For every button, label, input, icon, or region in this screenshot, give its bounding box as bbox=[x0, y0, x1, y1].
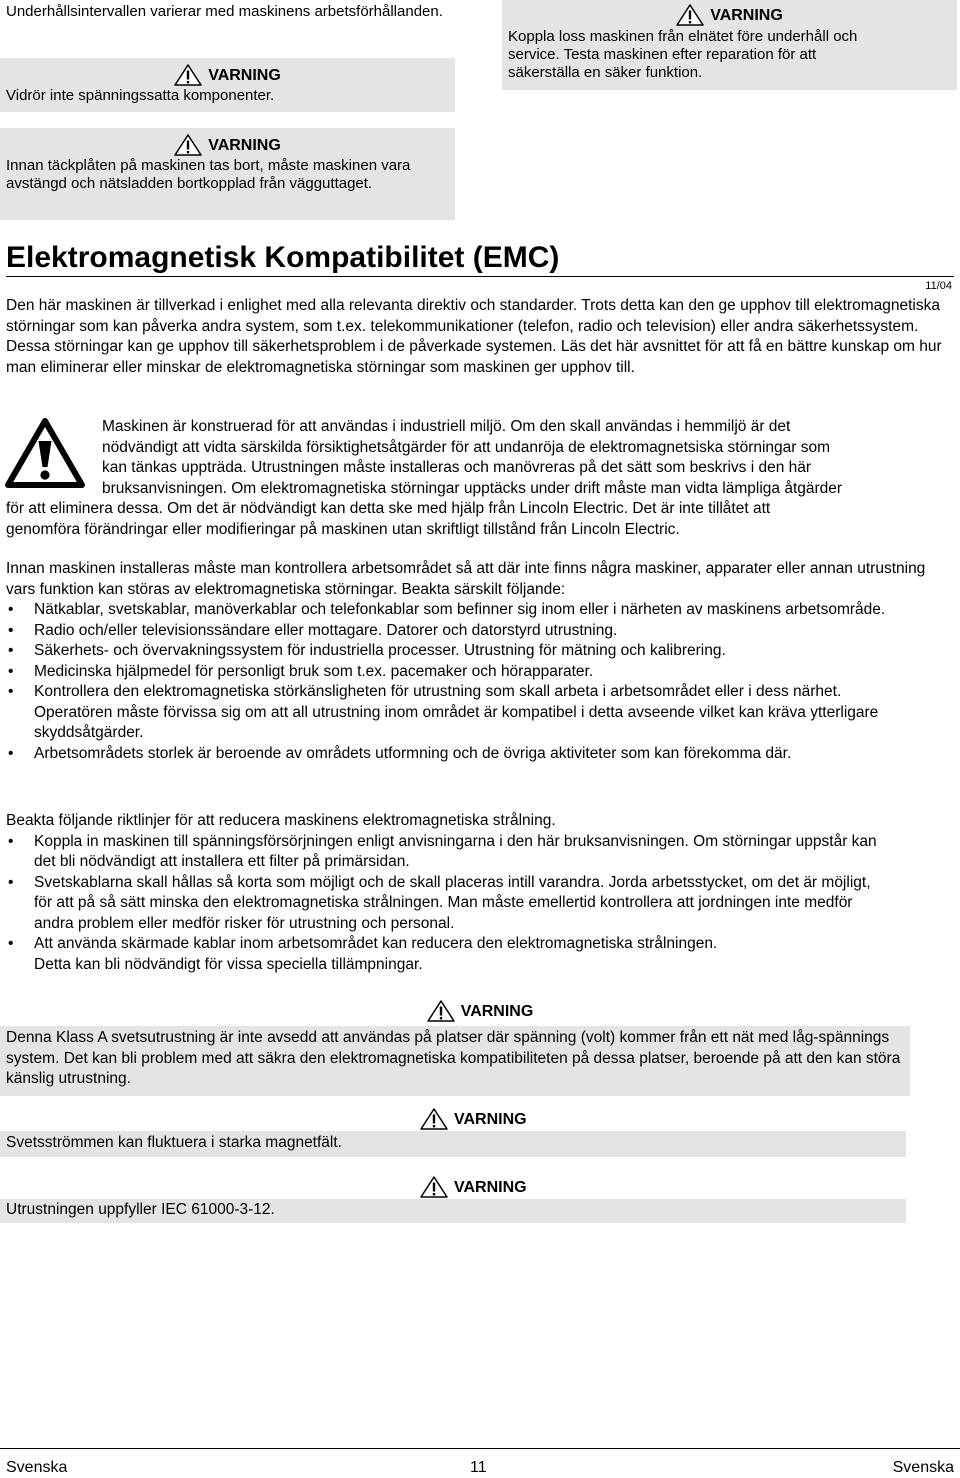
warning-triangle-icon bbox=[174, 134, 202, 156]
revision-code: 11/04 bbox=[925, 280, 952, 292]
warning-text: Vidrör inte spänningssatta komponenter. bbox=[6, 87, 275, 104]
text-line: för att eliminera dessa. Om det är nödvändigt kan detta ske med hjälp från Lincoln Electric. Det är inte tillåtet att bbox=[6, 500, 771, 517]
warning-box-disconnect bbox=[502, 0, 957, 90]
warning-text: Innan täckplåten på maskinen tas bort, måste maskinen vara avstängd och nätsladden bortkopplad från vägguttaget. bbox=[6, 157, 411, 192]
check-list bbox=[6, 600, 886, 764]
industrial-environment-paragraph bbox=[0, 417, 960, 540]
list-item: • Arbetsområdets storlek är beroende av områdets utformning och de övriga aktiviteter som kan förekomma där. bbox=[6, 744, 886, 765]
warning-triangle-icon bbox=[676, 4, 704, 26]
list-item bbox=[6, 934, 891, 975]
list-item: • Radio och/eller televisionssändare eller mottagare. Datorer och datorstyrd utrustning. bbox=[6, 621, 886, 642]
installation-check-section bbox=[6, 559, 946, 764]
warning-triangle-icon bbox=[174, 64, 202, 86]
guidelines-list bbox=[6, 832, 891, 976]
warning-text: Koppla loss maskinen från elnätet före underhåll och service. Testa maskinen efter reparation för att säkerställa en säker funktion. bbox=[508, 28, 858, 81]
warning-magnetic-header bbox=[420, 1108, 527, 1130]
service-intervals-text: Underhållsintervallen varierar med maskinens arbetsförhållanden. bbox=[6, 3, 443, 20]
list-item: • Nätkablar, svetskablar, manöverkablar och telefonkablar som befinner sig inom eller i närheten av maskinens arbetsområde. bbox=[6, 600, 886, 621]
footer-language-right: Svenska bbox=[892, 1459, 954, 1476]
list-item: • Medicinska hjälpmedel för personligt bruk som t.ex. pacemaker och hörapparater. bbox=[6, 662, 886, 683]
warning-magnetic-text: Svetsströmmen kan fluktuera i starka magnetfält. bbox=[0, 1131, 906, 1157]
warning-class-a bbox=[0, 1000, 960, 1096]
section-divider bbox=[6, 276, 954, 277]
list-item: • Kontrollera den elektromagnetiska störkänsligheten för utrustning som skall arbeta i arbetsområdet eller i dess närhet. Operatören måste förvissa sig om att all utrustning inom området är kompatibel i detta avseende vilket kan kräva ytterligare skyddsåtgärder. bbox=[6, 682, 886, 744]
guidelines-section bbox=[6, 811, 946, 975]
footer-divider bbox=[0, 1448, 960, 1449]
warning-label: VARNING bbox=[454, 1111, 527, 1128]
warning-box-live-parts bbox=[0, 58, 455, 112]
emc-section-title: Elektromagnetisk Kompatibilitet (EMC) bbox=[6, 241, 560, 274]
warning-box-cover-plate bbox=[0, 128, 455, 220]
text-line: kan tänkas uppträda. Utrustningen måste installeras och manövreras på det sätt som beskrivs i den här bbox=[102, 459, 812, 476]
list-item: • Svetskablarna skall hållas så korta som möjligt och de skall placeras intill varandra. Jorda arbetsstycket, om det är möjligt, för att på så sätt minska den elektromagnetiska strålningen. Man måste emellertid kontrollera att jordningen inte medför andra problem eller medför risker för utrustning och personal. bbox=[6, 873, 891, 935]
warning-text: Denna Klass A svetsutrustning är inte avsedd att användas på platser där spänning (volt) kommer från ett nät med låg-spännings system. Det kan bli problem med att säkra den elektromagnetiska kompatibiliteten på dessa platser, beroende på att den kan störa känslig utrustning. bbox=[0, 1026, 910, 1096]
warning-label: VARNING bbox=[208, 137, 281, 154]
page-number: 11 bbox=[470, 1459, 487, 1476]
footer-language-left: Svenska bbox=[6, 1459, 68, 1476]
warning-label: VARNING bbox=[460, 1003, 534, 1020]
warning-header bbox=[0, 134, 455, 156]
text-line: genomföra förändringar eller modifieringar på maskinen utan skriftligt tillstånd från Lincoln Electric. bbox=[6, 520, 680, 538]
list-item: • Koppla in maskinen till spänningsförsörjningen enligt anvisningarna i den här bruksanvisningen. Om störningar uppstår kan det bli nödvändigt att installera ett filter på primärsidan. bbox=[6, 832, 891, 873]
warning-label: VARNING bbox=[454, 1179, 527, 1196]
warning-triangle-icon bbox=[420, 1108, 448, 1130]
warning-header bbox=[0, 1000, 960, 1022]
guidelines-intro: Beakta följande riktlinjer för att reducera maskinens elektromagnetiska strålning. bbox=[6, 812, 556, 829]
warning-header bbox=[502, 4, 957, 26]
warning-iec-header bbox=[420, 1176, 527, 1198]
list-item: • Säkerhets- och övervakningssystem för industriella processer. Utrustning för mätning och kalibrering. bbox=[6, 641, 886, 662]
check-intro: Innan maskinen installeras måste man kontrollera arbetsområdet så att där inte finns några maskiner, apparater eller annan utrustning vars funktion kan störas av elektromagnetiska störningar. Beakta särskilt följande: bbox=[6, 560, 926, 598]
list-item-text: • Att använda skärmade kablar inom arbetsområdet kan reducera den elektromagnetiska strålningen. bbox=[34, 935, 718, 952]
text-line: nödvändigt att vidta särskilda försiktighetsåtgärder för att undanröja de elektromagnetsiska störningar som bbox=[102, 438, 831, 456]
warning-iec-text: Utrustningen uppfyller IEC 61000-3-12. bbox=[0, 1199, 906, 1223]
warning-triangle-icon bbox=[420, 1176, 448, 1198]
warning-triangle-icon bbox=[427, 1000, 455, 1022]
warning-header bbox=[0, 64, 455, 86]
warning-label: VARNING bbox=[208, 67, 281, 84]
emc-intro-paragraph: Den här maskinen är tillverkad i enlighet med alla relevanta direktiv och standarder. Trots detta kan den ge upphov till elektromagnetiska störningar som kan påverka andra system, som t.ex. telekommunikationer (telefon, radio och television) eller andra säkerhetssystem. Dessa störningar kan ge upphov till säkerhetsproblem i de påverkade systemen. Läs det här avsnittet för att få en bättre kunskap om hur man eliminerar eller minskar de elektromagnetiska störningar som maskinen ger upphov till. bbox=[6, 297, 942, 376]
warning-label: VARNING bbox=[710, 7, 783, 24]
list-item-note: Detta kan bli nödvändigt för vissa speciella tillämpningar. bbox=[34, 955, 423, 973]
text-line: bruksanvisningen. Om elektromagnetiska störningar upptäcks under drift måste man vidta lämpliga åtgärder bbox=[102, 479, 843, 497]
text-line: Maskinen är konstruerad för att användas i industriell miljö. Om den skall användas i hemmiljö är det bbox=[102, 418, 791, 435]
